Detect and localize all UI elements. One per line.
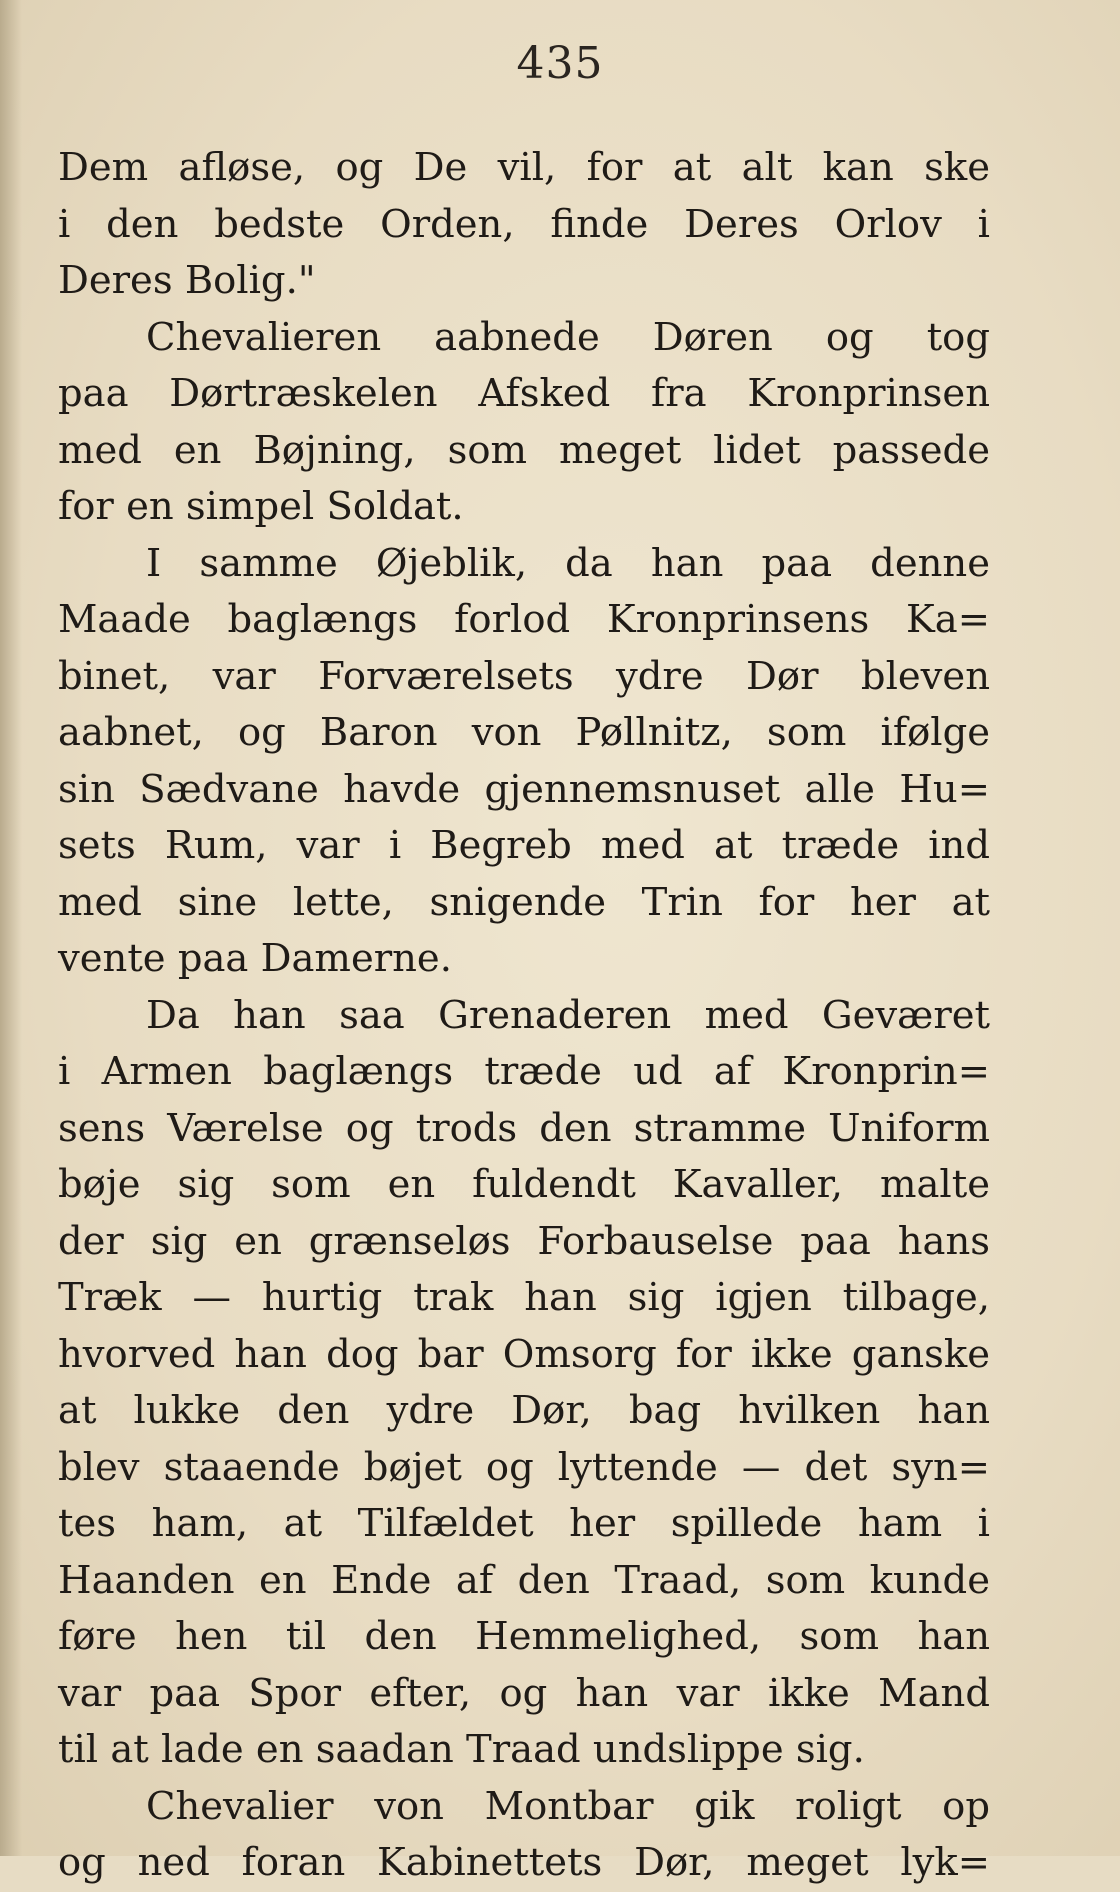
text-line: paa Dørtræskelen Afsked fra Kronprinsen [58, 371, 990, 416]
text-line: med sine lette, snigende Trin for her at [58, 879, 990, 925]
page-number: 435 [516, 38, 604, 89]
text-line: der sig en grænseløs Forbauselse paa hans [58, 1218, 990, 1264]
text-line: Deres Bolig." [58, 258, 316, 303]
text-line: føre hen til den Hemmelighed, som han [58, 1614, 990, 1659]
text-line: tes ham, at Tilfældet her spillede ham i [58, 1501, 990, 1546]
text-line: Haanden en Ende af den Traad, som kunde [58, 1557, 990, 1603]
text-line: vente paa Damerne. [58, 936, 452, 981]
text-line: Chevalier von Montbar gik roligt op [146, 1783, 990, 1829]
body-text [58, 140, 990, 1892]
text-line: Maade baglængs forlod Kronprinsens Ka= [58, 597, 990, 642]
text-line: hvorved han dog bar Omsorg for ikke ganske [58, 1331, 990, 1377]
text-line: Chevalieren aabnede Døren og tog [146, 314, 990, 360]
text-line: Dem afløse, og De vil, for at alt kan ske [58, 145, 990, 190]
text-line: bøje sig som en fuldendt Kavaller, malte [58, 1162, 990, 1207]
text-line: blev staaende bøjet og lyttende — det syn= [58, 1444, 990, 1490]
text-line: I samme Øjeblik, da han paa denne [146, 540, 990, 586]
binding-shadow [0, 0, 22, 1856]
text-line: sets Rum, var i Begreb med at træde ind [58, 823, 990, 868]
text-line: at lukke den ydre Dør, bag hvilken han [58, 1388, 990, 1433]
text-line: og ned foran Kabinettets Dør, meget lyk= [58, 1840, 990, 1885]
text-line: sens Værelse og trods den stramme Uniform [58, 1105, 990, 1151]
text-line: i Armen baglængs træde ud af Kronprin= [58, 1049, 990, 1094]
text-line: Træk — hurtig trak han sig igjen tilbage, [58, 1275, 990, 1320]
text-line: med en Bøjning, som meget lidet passede [58, 427, 990, 473]
text-line: Da han saa Grenaderen med Geværet [146, 992, 990, 1038]
text-line: i den bedste Orden, finde Deres Orlov i [58, 201, 990, 247]
text-line: binet, var Forværelsets ydre Dør bleven [58, 653, 990, 699]
text-line: for en simpel Soldat. [58, 484, 464, 529]
text-line: aabnet, og Baron von Pøllnitz, som ifølge [58, 710, 990, 755]
text-line: var paa Spor efter, og han var ikke Mand [58, 1670, 990, 1716]
text-line: sin Sædvane havde gjennemsnuset alle Hu= [58, 766, 990, 812]
text-line: til at lade en saadan Traad undslippe sig. [58, 1727, 865, 1772]
